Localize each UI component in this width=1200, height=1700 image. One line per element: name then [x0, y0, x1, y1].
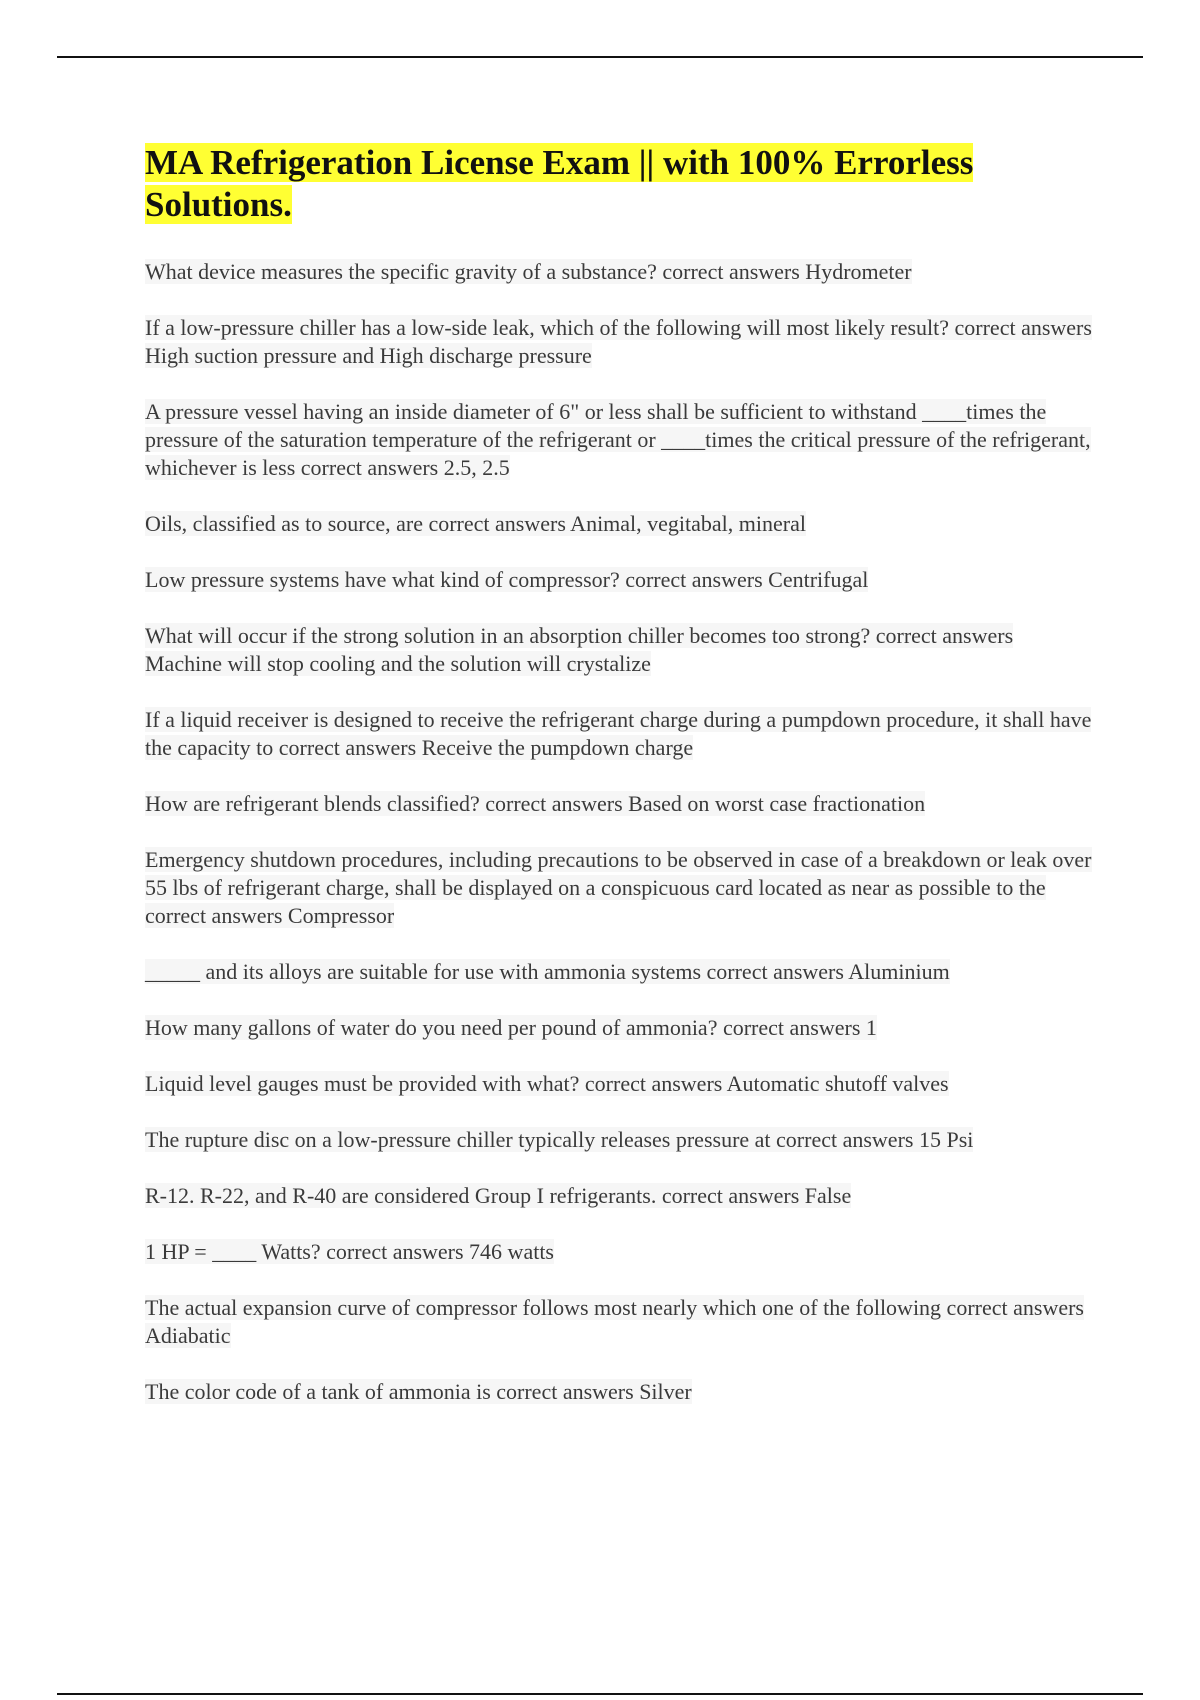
document-title — [145, 142, 1095, 226]
qa-item-4 — [145, 510, 1095, 538]
qa-text: The rupture disc on a low-pressure chiller typically releases pressure at correct answers 15 Psi — [145, 1127, 974, 1152]
qa-item-16 — [145, 1294, 1095, 1350]
qa-item-9 — [145, 846, 1095, 930]
qa-text: R-12. R-22, and R-40 are considered Group I refrigerants. correct answers False — [145, 1183, 852, 1208]
qa-item-17 — [145, 1378, 1095, 1406]
qa-item-10 — [145, 958, 1095, 986]
qa-item-7 — [145, 706, 1095, 762]
qa-text: What will occur if the strong solution in an absorption chiller becomes too strong? correct answers Machine will stop cooling and the solution will crystalize — [145, 623, 1014, 676]
bottom-rule — [57, 1693, 1143, 1695]
qa-item-2 — [145, 314, 1095, 370]
qa-text: A pressure vessel having an inside diameter of 6" or less shall be sufficient to withstand ____times the pressure of the saturation temperature of the refrigerant or ____times the critical pressure of the refrigerant, whichever is less correct answers 2.5, 2.5 — [145, 399, 1091, 480]
top-rule — [57, 56, 1143, 58]
qa-text: _____ and its alloys are suitable for use with ammonia systems correct answers Aluminium — [145, 959, 950, 984]
qa-item-1 — [145, 258, 1095, 286]
qa-item-12 — [145, 1070, 1095, 1098]
qa-text: The color code of a tank of ammonia is correct answers Silver — [145, 1379, 692, 1404]
qa-item-6 — [145, 622, 1095, 678]
qa-text: The actual expansion curve of compressor follows most nearly which one of the following correct answers Adiabatic — [145, 1295, 1084, 1348]
qa-text: Low pressure systems have what kind of compressor? correct answers Centrifugal — [145, 567, 869, 592]
qa-text: 1 HP = ____ Watts? correct answers 746 watts — [145, 1239, 554, 1264]
qa-item-5 — [145, 566, 1095, 594]
qa-text: If a low-pressure chiller has a low-side leak, which of the following will most likely result? correct answers High suction pressure and High discharge pressure — [145, 315, 1092, 368]
document-body — [145, 142, 1095, 1434]
qa-text: If a liquid receiver is designed to receive the refrigerant charge during a pumpdown procedure, it shall have the capacity to correct answers Receive the pumpdown charge — [145, 707, 1092, 760]
qa-item-15 — [145, 1238, 1095, 1266]
qa-text: What device measures the specific gravity of a substance? correct answers Hydrometer — [145, 259, 912, 284]
qa-text: Liquid level gauges must be provided with what? correct answers Automatic shutoff valves — [145, 1071, 949, 1096]
qa-item-3 — [145, 398, 1095, 482]
qa-text: How many gallons of water do you need per pound of ammonia? correct answers 1 — [145, 1015, 877, 1040]
qa-item-13 — [145, 1126, 1095, 1154]
qa-text: Emergency shutdown procedures, including precautions to be observed in case of a breakdown or leak over 55 lbs of refrigerant charge, shall be displayed on a conspicuous card located as near as possible to the correct answers Compressor — [145, 847, 1092, 928]
qa-text: How are refrigerant blends classified? correct answers Based on worst case fractionation — [145, 791, 926, 816]
qa-item-11 — [145, 1014, 1095, 1042]
qa-item-8 — [145, 790, 1095, 818]
qa-item-14 — [145, 1182, 1095, 1210]
qa-text: Oils, classified as to source, are correct answers Animal, vegitabal, mineral — [145, 511, 806, 536]
document-title-text: MA Refrigeration License Exam || with 100% Errorless Solutions. — [145, 143, 974, 224]
